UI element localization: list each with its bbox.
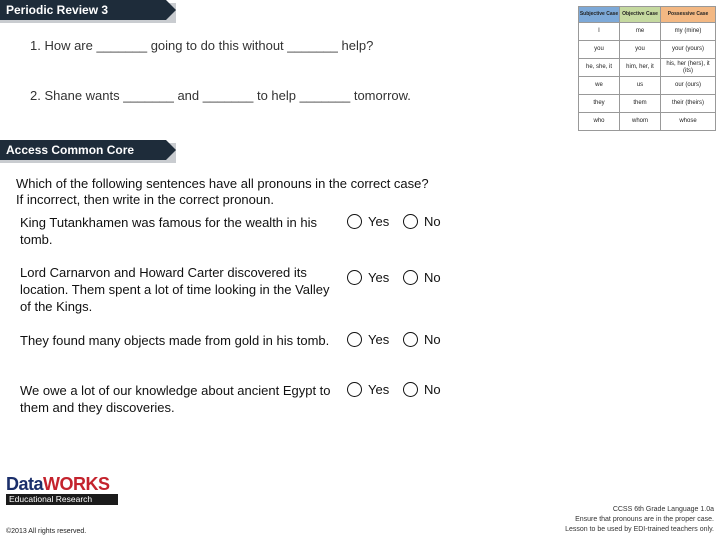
no-label: No bbox=[424, 270, 441, 285]
no-radio[interactable] bbox=[403, 214, 418, 229]
yes-radio[interactable] bbox=[347, 332, 362, 347]
table-cell: their (theirs) bbox=[661, 95, 716, 113]
no-label: No bbox=[424, 332, 441, 347]
no-label: No bbox=[424, 382, 441, 397]
table-cell: who bbox=[579, 113, 620, 131]
table-cell: I bbox=[579, 23, 620, 41]
ccss-standard bbox=[565, 505, 714, 535]
question-text: They found many objects made from gold in his tomb. bbox=[20, 333, 330, 348]
no-label: No bbox=[424, 214, 441, 229]
review-item-1: 1. How are _______ going to do this without _______ help? bbox=[30, 38, 374, 53]
logo-works-text: WORKS bbox=[43, 474, 110, 494]
table-cell: whom bbox=[620, 113, 661, 131]
section-title: Access Common Core bbox=[6, 143, 135, 157]
header-subjective: Subjective Case bbox=[579, 7, 620, 23]
table-cell: our (ours) bbox=[661, 77, 716, 95]
yes-radio[interactable] bbox=[347, 214, 362, 229]
review-item-2: 2. Shane wants _______ and _______ to help _______ tomorrow. bbox=[30, 88, 411, 103]
table-cell: me bbox=[620, 23, 661, 41]
table-cell: we bbox=[579, 77, 620, 95]
ccss-line-1: CCSS 6th Grade Language 1.0a bbox=[612, 506, 714, 513]
no-option[interactable] bbox=[403, 332, 441, 347]
table-cell: his, her (hers), it (its) bbox=[661, 59, 716, 77]
logo-data-text: Data bbox=[6, 474, 44, 494]
yes-label: Yes bbox=[368, 382, 390, 397]
yes-label: Yes bbox=[368, 332, 390, 347]
yes-label: Yes bbox=[368, 214, 390, 229]
section-banner bbox=[0, 140, 166, 160]
question-text: King Tutankhamen was famous for the wealth in his tomb. bbox=[20, 215, 317, 247]
header-banner bbox=[0, 0, 166, 20]
header-objective: Objective Case bbox=[620, 7, 661, 23]
header-possessive: Possessive Case bbox=[661, 7, 716, 23]
table-cell: he, she, it bbox=[579, 59, 620, 77]
pronoun-case-table bbox=[578, 6, 716, 131]
no-option[interactable] bbox=[403, 382, 441, 397]
logo-subtitle: Educational Research bbox=[6, 494, 118, 505]
yes-option[interactable] bbox=[347, 214, 389, 229]
ccss-line-3: Lesson to be used by EDI-trained teachers only. bbox=[565, 526, 714, 533]
table-cell: you bbox=[620, 41, 661, 59]
no-radio[interactable] bbox=[403, 270, 418, 285]
yes-option[interactable] bbox=[347, 270, 389, 285]
no-option[interactable] bbox=[403, 214, 441, 229]
yes-radio[interactable] bbox=[347, 382, 362, 397]
no-option[interactable] bbox=[403, 270, 441, 285]
yes-option[interactable] bbox=[347, 332, 389, 347]
table-cell: us bbox=[620, 77, 661, 95]
no-radio[interactable] bbox=[403, 382, 418, 397]
page-title: Periodic Review 3 bbox=[6, 3, 109, 17]
dataworks-logo bbox=[6, 474, 118, 505]
table-cell: my (mine) bbox=[661, 23, 716, 41]
table-cell: whose bbox=[661, 113, 716, 131]
table-cell: your (yours) bbox=[661, 41, 716, 59]
yes-radio[interactable] bbox=[347, 270, 362, 285]
instructions bbox=[16, 176, 476, 208]
table-cell: they bbox=[579, 95, 620, 113]
table-cell: you bbox=[579, 41, 620, 59]
instructions-line-2: If incorrect, then write in the correct pronoun. bbox=[16, 192, 274, 207]
instructions-line-1: Which of the following sentences have all pronouns in the correct case? bbox=[16, 176, 429, 191]
copyright: ©2013 All rights reserved. bbox=[6, 528, 87, 535]
ccss-line-2: Ensure that pronouns are in the proper case. bbox=[575, 516, 714, 523]
yes-option[interactable] bbox=[347, 382, 389, 397]
no-radio[interactable] bbox=[403, 332, 418, 347]
question-text: We owe a lot of our knowledge about ancient Egypt to them and they discoveries. bbox=[20, 383, 331, 415]
table-cell: them bbox=[620, 95, 661, 113]
question-text: Lord Carnarvon and Howard Carter discovered its location. Them spent a lot of time looking in the Valley of the Kings. bbox=[20, 265, 330, 314]
table-cell: him, her, it bbox=[620, 59, 661, 77]
yes-label: Yes bbox=[368, 270, 390, 285]
